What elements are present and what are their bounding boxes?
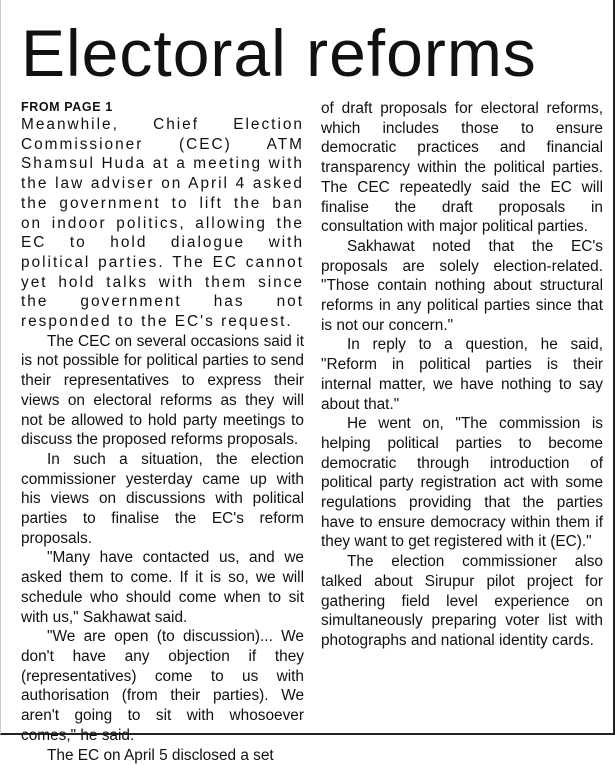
left-column xyxy=(21,98,304,719)
paragraph: He went on, "The commission is helping political parties to become democratic through introduction of political party registration act with some regulations providing that the parties have to ensure democracy within them if they want to get registered with it (EC)." xyxy=(321,414,603,552)
paragraph: In reply to a question, he said, "Reform in political parties is their internal matter, we have nothing to say about that." xyxy=(321,335,603,414)
paragraph: Sakhawat noted that the EC's proposals are solely election-related. "Those contain nothing about structural reforms in any political parties since that is not our concern." xyxy=(321,237,603,336)
right-column xyxy=(321,99,603,719)
paragraph: The election commissioner also talked about Sirupur pilot project for gathering field level experience on simultaneously preparing voter list with photographs and national identity cards. xyxy=(321,552,603,651)
paragraph: The EC on April 5 disclosed a set xyxy=(21,746,304,765)
paragraph: The CEC on several occasions said it is not possible for political parties to send their representatives to express their views on electoral reforms as they will not be allowed to hold party meetings to discuss the proposed reforms proposals. xyxy=(21,332,304,450)
kicker: FROM PAGE 1 xyxy=(21,100,304,115)
paragraph: "We are open (to discussion)... We don't have any objection if they (representatives) come to us with authorisation (from their parties). We aren't going to sit with whosoever comes," he said. xyxy=(21,627,304,745)
paragraph: "Many have contacted us, and we asked them to come. If it is so, we will schedule who should come when to sit with us," Sakhawat said. xyxy=(21,548,304,627)
paragraph: In such a situation, the election commissioner yesterday came up with his views on discussions with political parties to finalise the EC's reform proposals. xyxy=(21,450,304,549)
paragraph: of draft proposals for electoral reforms, which includes those to ensure democratic practices and financial transparency within the political parties. The CEC repeatedly said the EC will finalise the draft proposals in consultation with major political parties. xyxy=(321,99,603,237)
paragraph: Meanwhile, Chief Election Commissioner (CEC) ATM Shamsul Huda at a meeting with the law adviser on April 4 asked the government to lift the ban on indoor politics, allowing the EC to hold dialogue with political parties. The EC cannot yet hold talks with them since the government has not responded to the EC's request. xyxy=(21,115,304,332)
headline: Electoral reforms xyxy=(21,12,606,94)
